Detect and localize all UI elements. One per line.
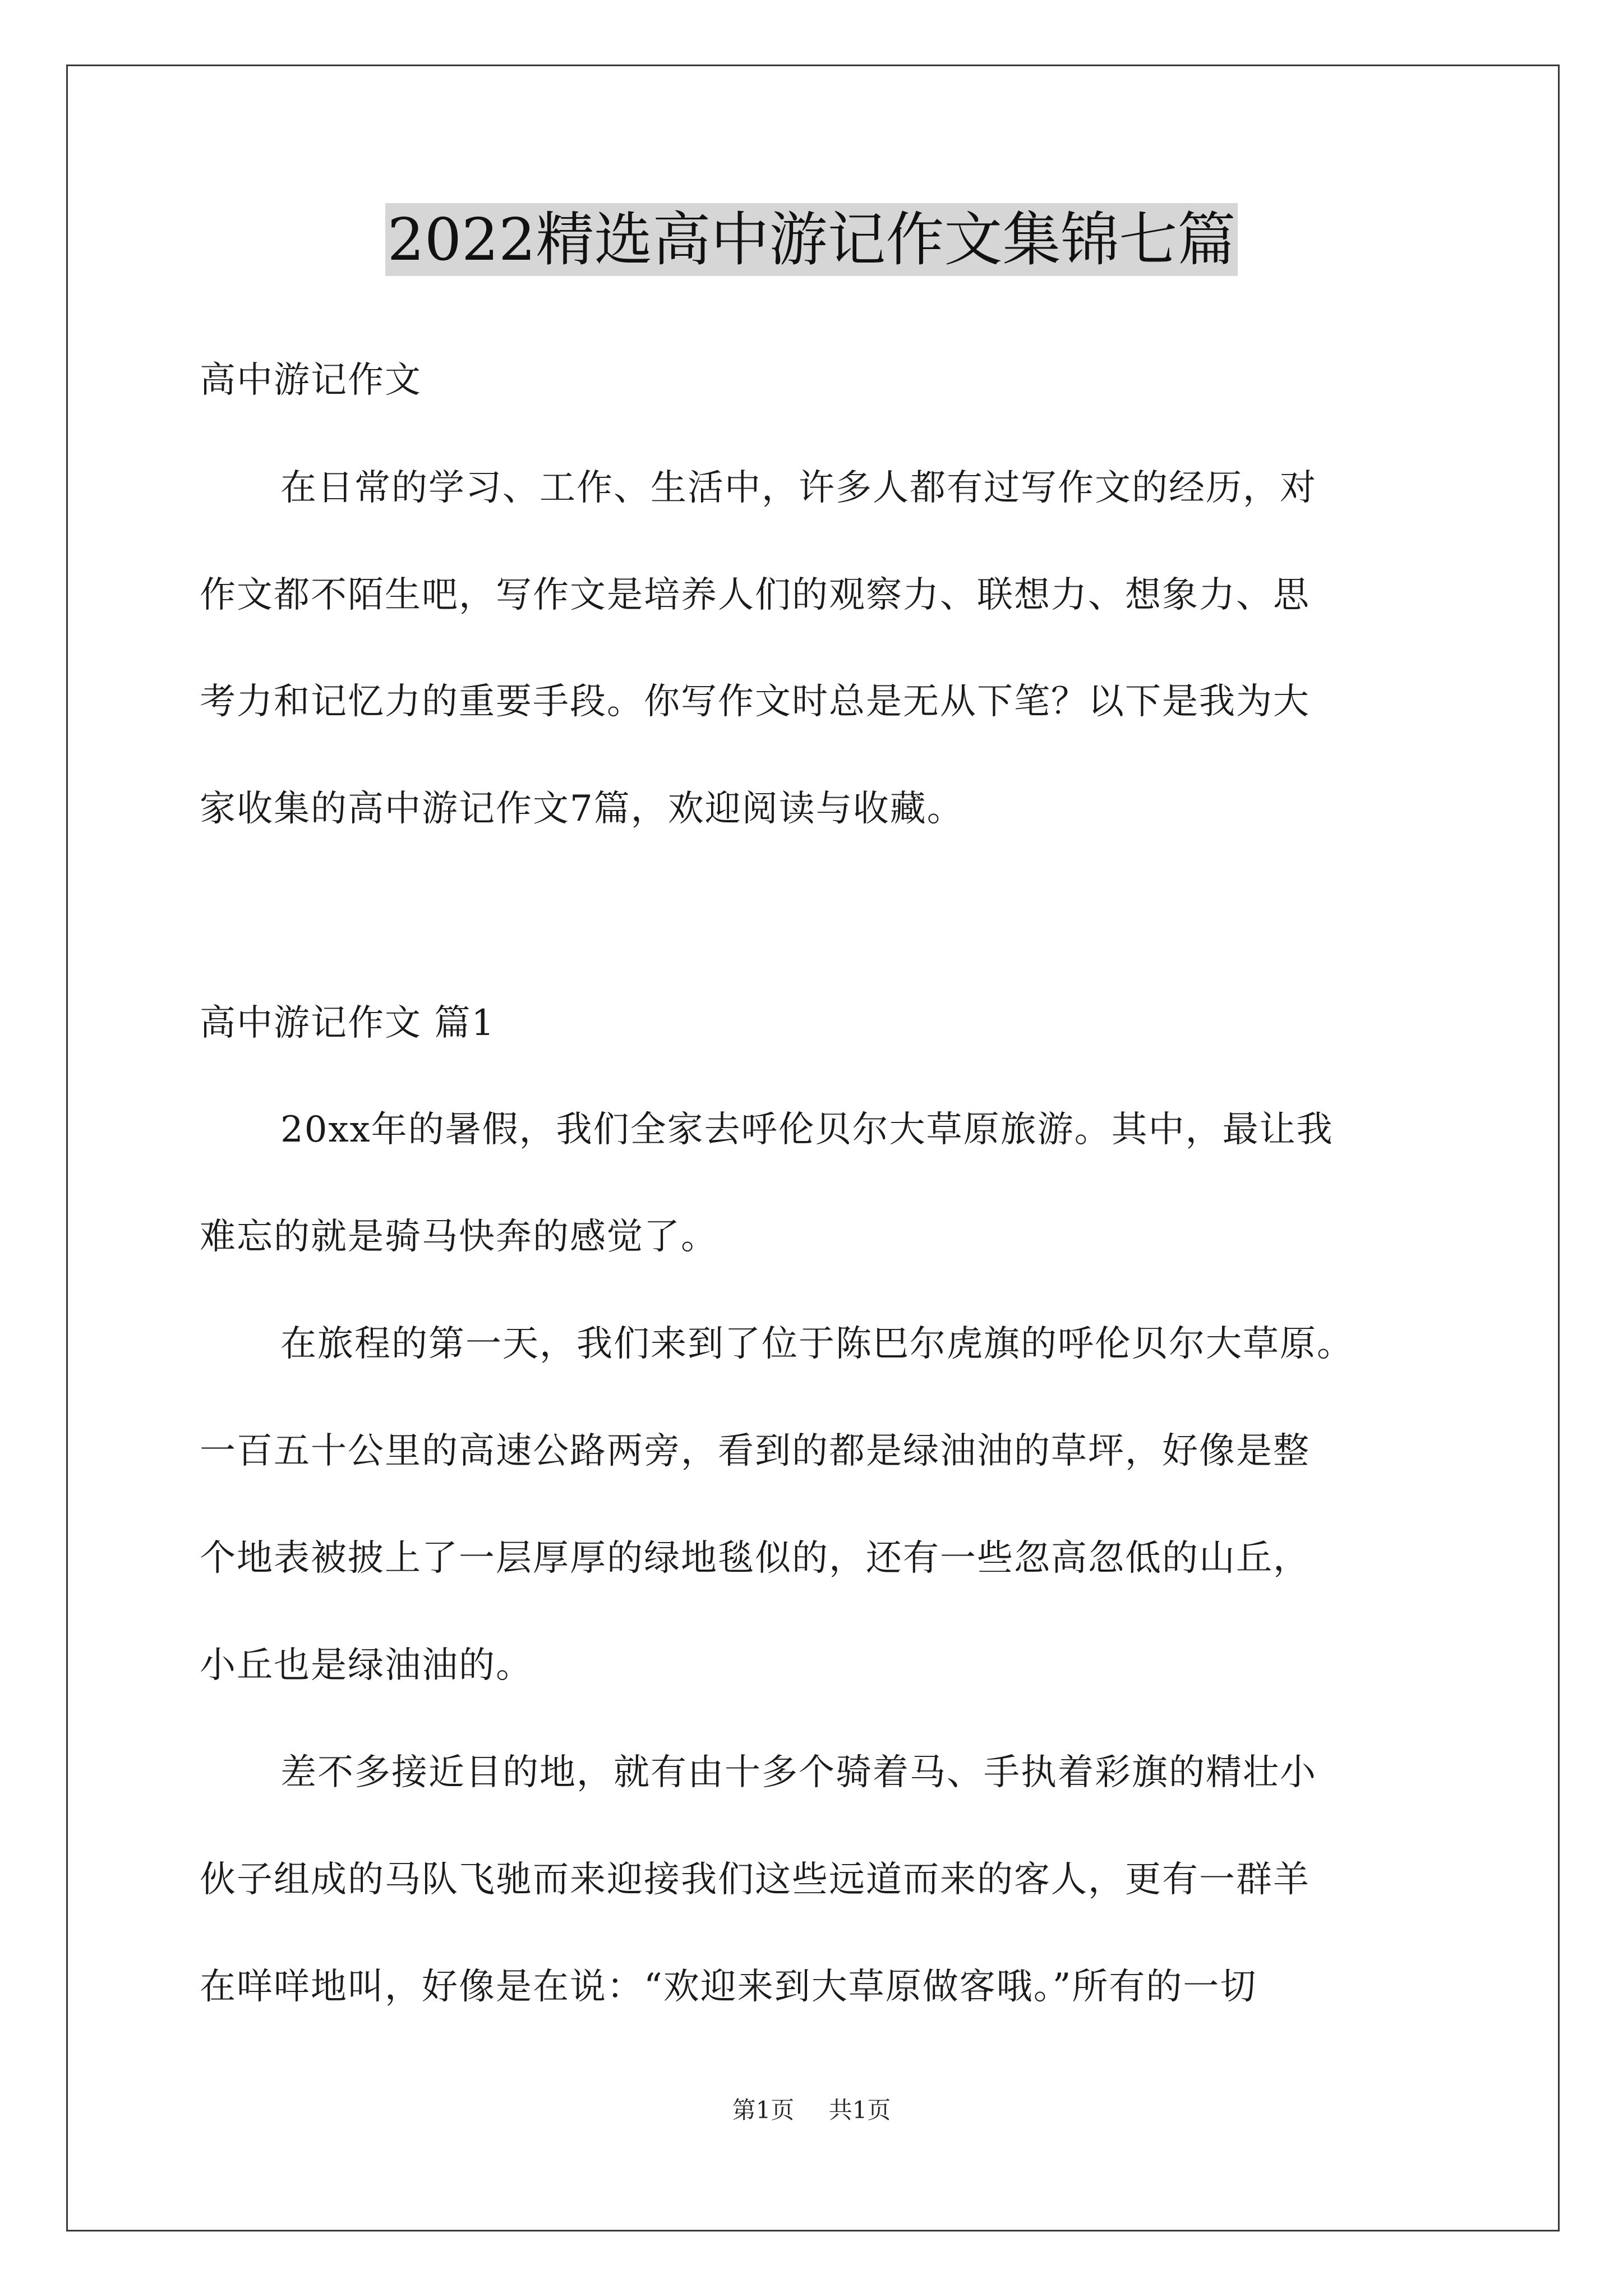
paragraph-line: 小丘也是绿油油的。	[200, 1645, 533, 1686]
paragraph-line: 在旅程的第一天，我们来到了位于陈巴尔虎旗的呼伦贝尔大草原。	[280, 1323, 1354, 1365]
intro-line: 家收集的高中游记作文7篇，欢迎阅读与收藏。	[200, 788, 964, 830]
intro-line: 考力和记忆力的重要手段。你写作文时总是无从下笔？以下是我为大	[200, 681, 1310, 723]
paragraph-line: 难忘的就是骑马快奔的感觉了。	[200, 1216, 718, 1258]
paragraph-line: 个地表被披上了一层厚厚的绿地毯似的，还有一些忽高忽低的山丘，	[200, 1538, 1310, 1579]
paragraph-line: 一百五十公里的高速公路两旁，看到的都是绿油油的草坪，好像是整	[200, 1430, 1310, 1472]
title-container	[0, 203, 1623, 276]
paragraph-line: 20xx年的暑假，我们全家去呼伦贝尔大草原旅游。其中，最让我	[280, 1109, 1334, 1151]
page-total: 共1页	[828, 2096, 891, 2124]
paragraph-line: 伙子组成的马队飞驰而来迎接我们这些远道而来的客人，更有一群羊	[200, 1859, 1310, 1901]
page-footer	[0, 2093, 1623, 2127]
paragraph-line: 在咩咩地叫，好像是在说：“欢迎来到大草原做客哦。”所有的一切	[200, 1966, 1257, 2008]
paragraph-line: 差不多接近目的地，就有由十多个骑着马、手执着彩旗的精壮小	[280, 1752, 1317, 1793]
intro-heading: 高中游记作文	[200, 360, 422, 401]
document-title: 2022精选高中游记作文集锦七篇	[385, 203, 1238, 276]
section-heading: 高中游记作文 篇1	[200, 1002, 496, 1044]
page-number: 第1页	[732, 2096, 795, 2124]
intro-line: 作文都不陌生吧，写作文是培养人们的观察力、联想力、想象力、思	[200, 574, 1310, 616]
intro-line: 在日常的学习、工作、生活中，许多人都有过写作文的经历，对	[280, 467, 1317, 509]
